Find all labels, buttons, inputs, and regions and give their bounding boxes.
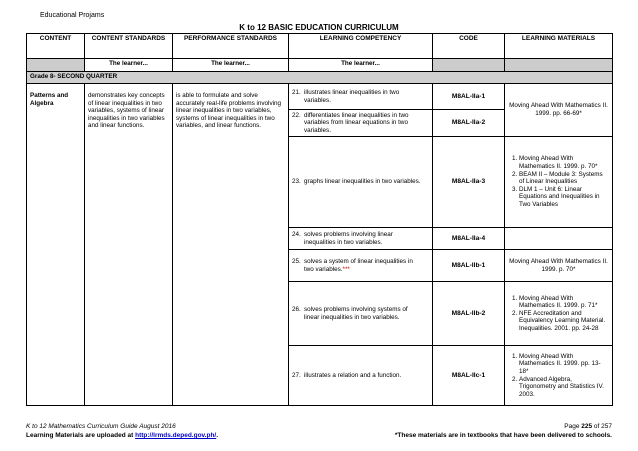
code-cell: M8AL-IIa-3 xyxy=(433,137,505,228)
competency-number: 24. xyxy=(292,230,301,238)
materials-list xyxy=(508,155,609,208)
col-header-code: CODE xyxy=(433,34,505,59)
competency-number: 23. xyxy=(292,178,301,186)
subheader-blank xyxy=(505,59,613,72)
competency-text: illustrates linear inequalities in two variables. xyxy=(304,88,400,104)
col-header-learning-competency: LEARNING COMPETENCY xyxy=(289,34,433,59)
competency-cell xyxy=(289,228,433,250)
material-item: 1. Moving Ahead With Mathematics II. 1999. pp. 13-18* xyxy=(519,353,609,376)
competency-number: 25. xyxy=(292,257,301,265)
content-standard: demonstrates key concepts of linear inequalities in two variables, systems of linear inequalities in two variables and linear functions. xyxy=(85,84,173,406)
learner-subheader-row xyxy=(27,59,613,72)
header-org-label: Educational Projams xyxy=(40,12,105,19)
competency-text: solves problems involving systems of linear inequalities in two variables. xyxy=(304,305,408,321)
code-cell: M8AL-IIa-2 xyxy=(433,110,505,137)
material-item: 3. DLM 1 – Unit 6: Linear Equations and Inequalities in Two Variables xyxy=(519,186,609,209)
competency-mark: *** xyxy=(342,265,350,273)
competency-number: 21. xyxy=(292,88,301,96)
materials-cell xyxy=(505,250,613,282)
content-area: Patterns and Algebra xyxy=(27,84,85,406)
materials-cell-empty xyxy=(505,228,613,250)
subheader-blank xyxy=(27,59,85,72)
materials-list xyxy=(508,295,609,333)
materials-list xyxy=(508,353,609,399)
curriculum-table xyxy=(26,33,613,406)
competency-cell xyxy=(289,110,433,137)
lrmds-link[interactable]: http://lrmds.deped.gov.ph/ xyxy=(135,432,217,439)
page-title: K to 12 BASIC EDUCATION CURRICULUM xyxy=(239,23,399,32)
code-cell: M8AL-IIa-1 xyxy=(433,84,505,110)
upload-suffix: . xyxy=(216,432,219,439)
material-item: 1. Moving Ahead With Mathematics II. 1999. p. 70* xyxy=(519,155,609,170)
code-cell: M8AL-IIb-2 xyxy=(433,282,505,346)
performance-standard: is able to formulate and solve accurately real-life problems involving linear inequalities in two variables, systems of linear inequalities in two variables, and linear functions. xyxy=(173,84,289,406)
col-header-content-standards: CONTENT STANDARDS xyxy=(85,34,173,59)
subheader-learner-1: The learner... xyxy=(85,59,173,72)
competency-number: 26. xyxy=(292,305,301,313)
materials-cell xyxy=(505,84,613,137)
page-prefix: Page xyxy=(564,423,582,430)
page-current: 225 xyxy=(581,423,593,430)
code-cell: M8AL-IIc-1 xyxy=(433,346,505,406)
subheader-blank xyxy=(433,59,505,72)
page-suffix: of 257 xyxy=(592,423,612,430)
competency-cell xyxy=(289,250,433,282)
competency-text xyxy=(304,258,422,273)
competency-cell xyxy=(289,84,433,110)
competency-text: graphs linear inequalities in two variables. xyxy=(304,178,421,186)
col-header-performance-standards: PERFORMANCE STANDARDS xyxy=(173,34,289,59)
col-header-learning-materials: LEARNING MATERIALS xyxy=(505,34,613,59)
competency-cell xyxy=(289,346,433,406)
footer-upload-note xyxy=(26,432,218,439)
quarter-label: Grade 8- SECOND QUARTER xyxy=(27,72,613,84)
footer-guide-label: K to 12 Mathematics Curriculum Guide August 2016 xyxy=(26,423,176,430)
materials-cell xyxy=(505,282,613,346)
quarter-row xyxy=(27,72,613,84)
code-cell: M8AL-IIa-4 xyxy=(433,228,505,250)
material-text: Moving Ahead With Mathematics II. 1999. p. 70* xyxy=(509,257,608,273)
competency-cell xyxy=(289,137,433,228)
competency-text-main: solves a system of linear inequalities in two variables. xyxy=(304,257,413,273)
footer-textbook-note: *These materials are in textbooks that have been delivered to schools. xyxy=(394,432,612,439)
col-header-content: CONTENT xyxy=(27,34,85,59)
competency-cell xyxy=(289,282,433,346)
material-text: Moving Ahead With Mathematics II. 1999. pp. 66-69* xyxy=(509,102,608,117)
code-cell: M8AL-IIb-1 xyxy=(433,250,505,282)
material-item: 1. Moving Ahead With Mathematics II. 1999. p. 71* xyxy=(519,295,609,310)
material-item: 2. Advanced Algebra, Trigonometry and Statistics IV. 2003. xyxy=(519,376,609,399)
material-item: 2. NFE Accreditation and Equivalency Learning Material. Inequalities. 2001. pp. 24-28 xyxy=(519,310,609,333)
upload-prefix: Learning Materials are uploaded at xyxy=(26,432,136,439)
competency-text: solves problems involving linear inequalities in two variables. xyxy=(304,230,393,246)
competency-text: differentiates linear inequalities in two variables from linear equations in two variables. xyxy=(304,111,409,134)
subheader-learner-3: The learner... xyxy=(289,59,433,72)
competency-number: 22. xyxy=(292,111,301,119)
table-row xyxy=(27,84,613,110)
material-item: 2. BEAM II – Module 3: Systems of Linear Inequalities xyxy=(519,171,609,186)
materials-cell xyxy=(505,346,613,406)
competency-number: 27. xyxy=(292,371,301,379)
page-number xyxy=(564,423,612,430)
table-header-row xyxy=(27,34,613,59)
competency-text: illustrates a relation and a function. xyxy=(304,371,402,379)
materials-cell xyxy=(505,137,613,228)
subheader-learner-2: The learner... xyxy=(173,59,289,72)
